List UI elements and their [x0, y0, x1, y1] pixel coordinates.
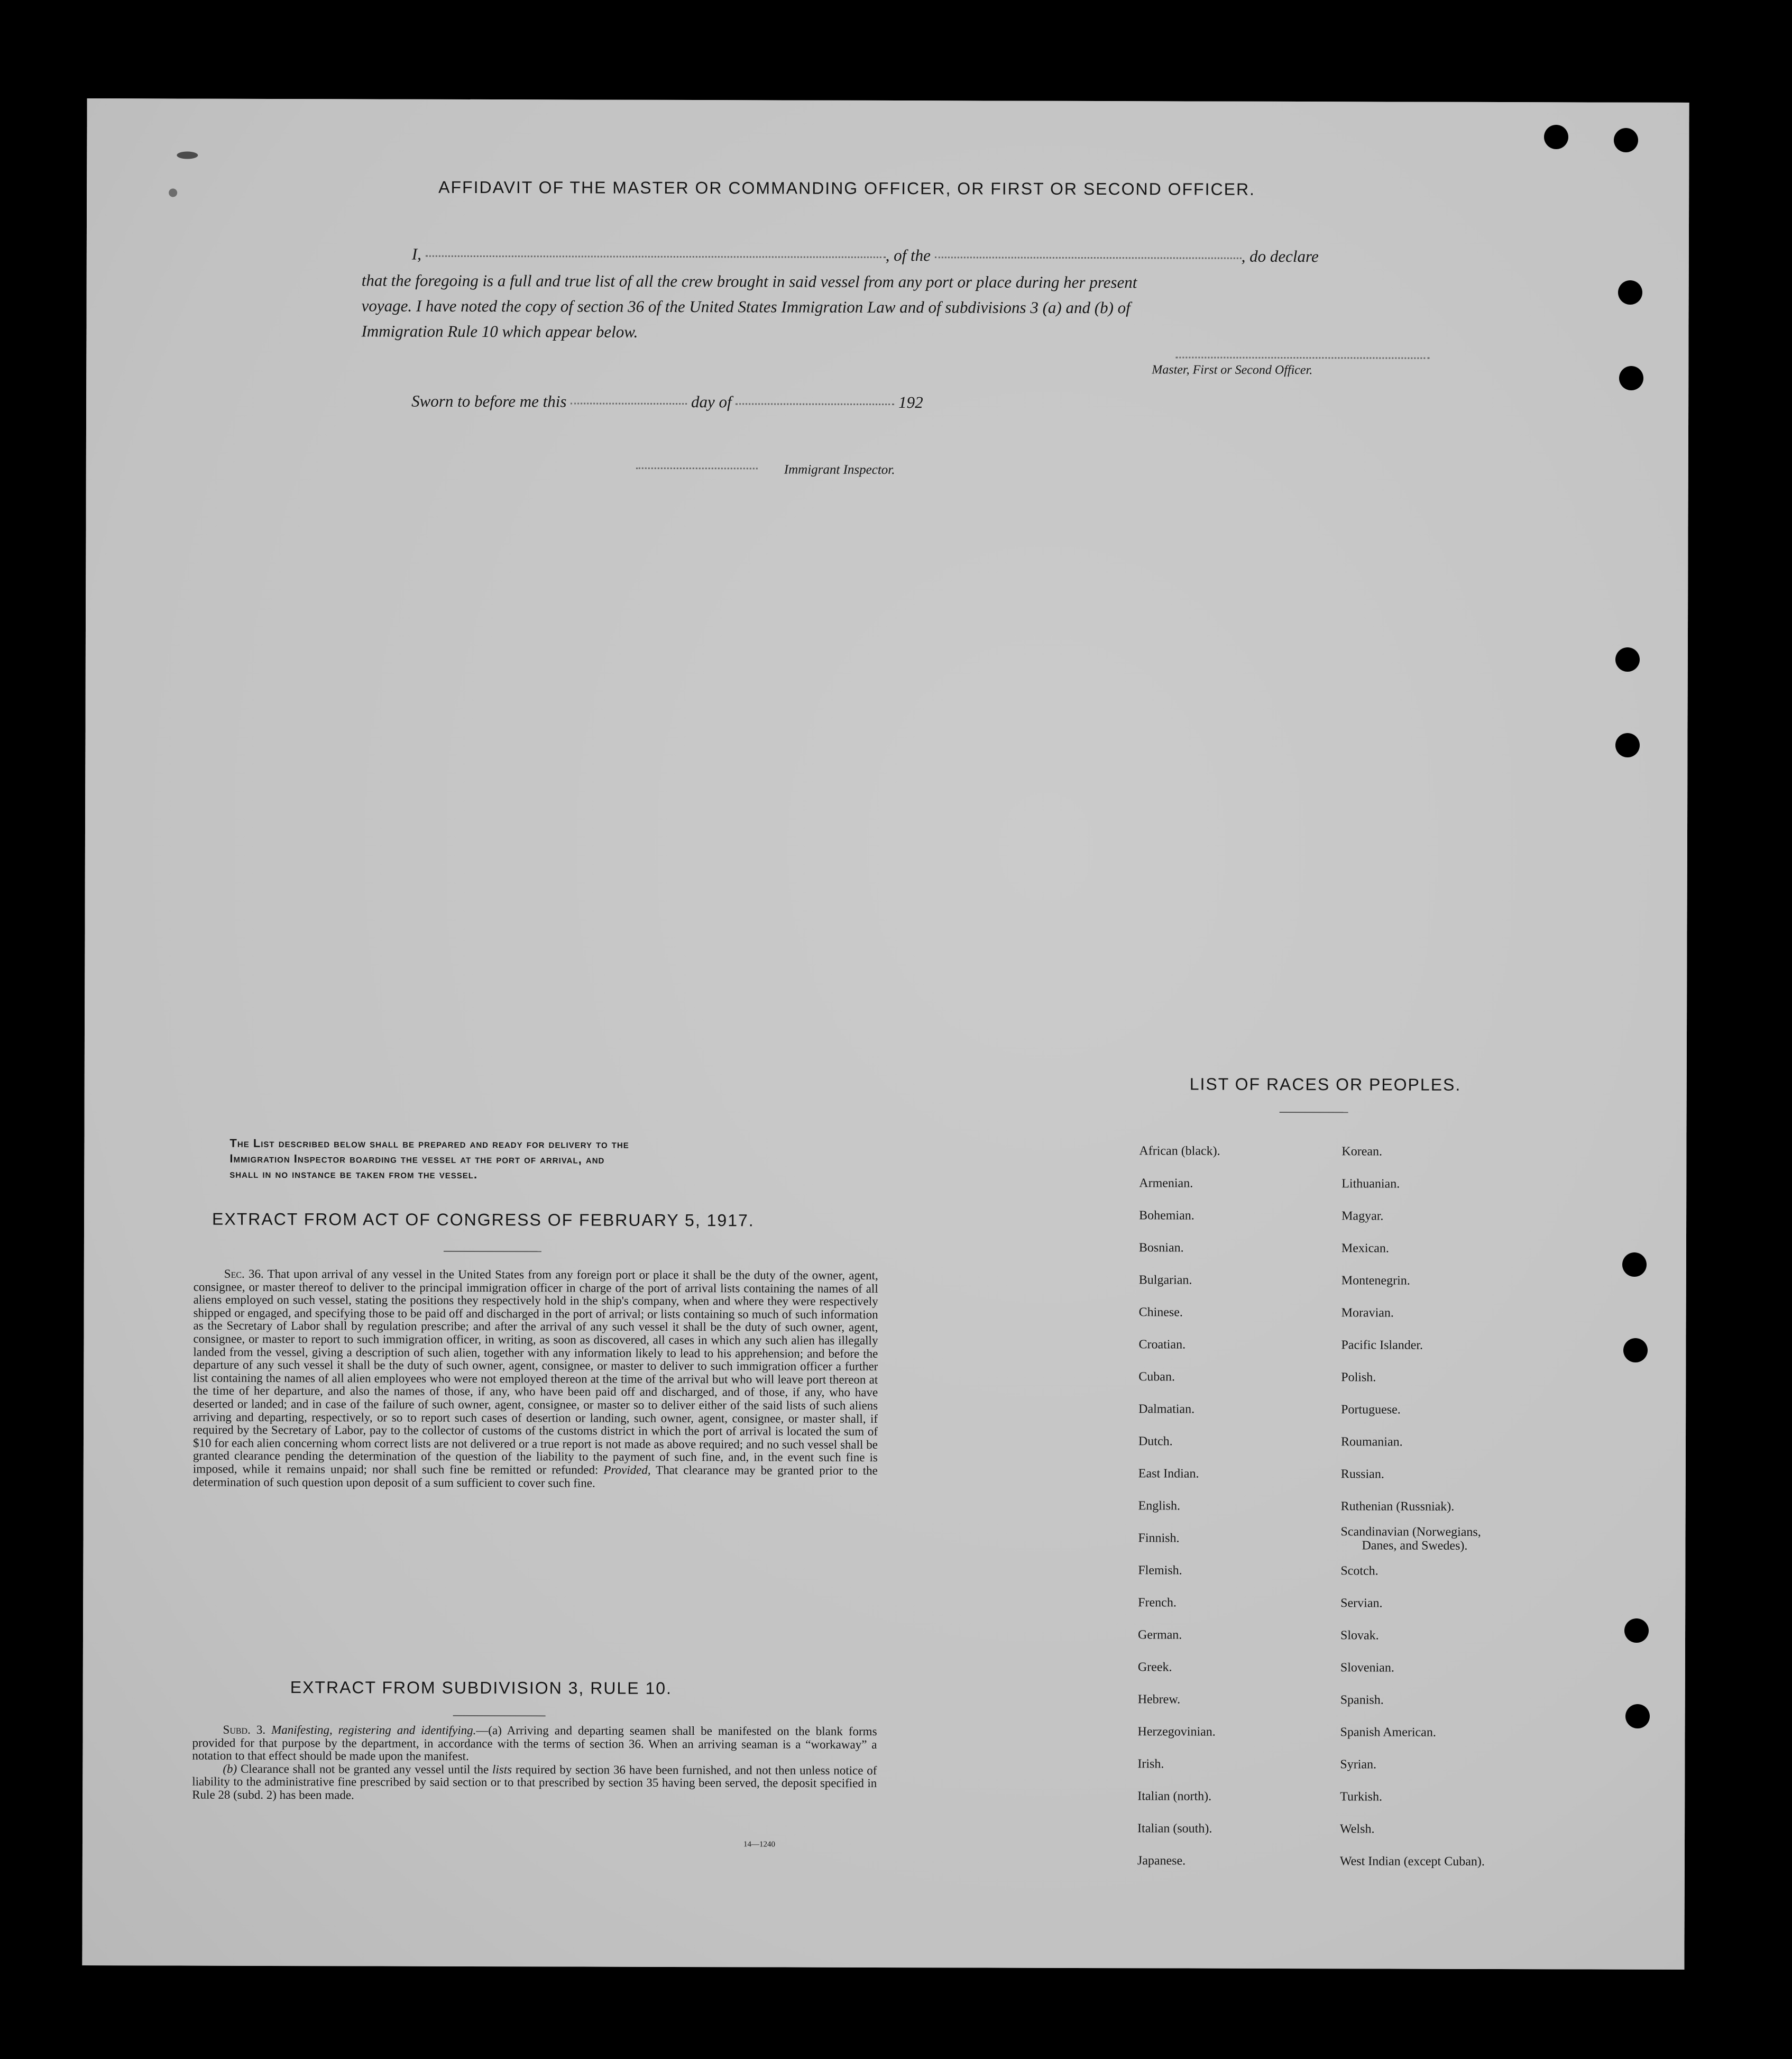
- race-item: German.: [1137, 1628, 1182, 1642]
- section-label: Sec. 36.: [224, 1267, 264, 1280]
- race-item: Spanish.: [1340, 1693, 1384, 1707]
- divider: [444, 1251, 541, 1252]
- race-item: Flemish.: [1138, 1563, 1182, 1578]
- race-item: Armenian.: [1139, 1176, 1193, 1191]
- section-body: That upon arrival of any vessel in the United States from any foreign port or place it shall be the duty of the owner, agent, consignee, or master thereof to deliver to the principal immigration officer in charge of the port of arrival lists containing the names of all aliens employed on such vessel, stating the positions they respectively hold in the ship's company, when and where they were respectively shipped or engaged, and specifying those to be paid off and discharged in the port of arrival; or lists containing so much of such information as the Secretary of Labor shall by regulation prescribe; and after the arrival of any such vessel it shall be the duty of such owner, agent, consignee, or master to report to such immigration officer, in writing, as soon as discovered, all cases in which any such alien has illegally landed from the vessel, giving a description of such alien, together with any information likely to lead to his apprehension; and before the departure of any such vessel it shall be the duty of such owner, agent, consignee, or master to deliver to such immigration officer a further list containing the names of all alien employees who were not employed thereon at the time of the arrival but who will leave port thereon at the time of her departure, and also the names of those, if any, who have been paid off and discharged, and of those, if any, who have deserted or landed; and in case of the failure of such owner, agent, consignee, or master so to deliver either of the said lists of such aliens arriving and departing, respectively, or so to report such cases of desertion or landing, such owner, agent, consignee, or master shall, if required by the Secretary of Labor, pay to the collector of customs of the customs district in which the port of arrival is located the sum of $10 for each alien concerning whom correct lists are not delivered or a true report is not made as above required; and no such vessel shall be granted clearance pending the determination of the question of the liability to the payment of such fine, and, in the event such fine is imposed, while it remains unpaid; nor shall such fine be remitted or refunded:: [192, 1267, 878, 1477]
- binder-hole: [1544, 125, 1568, 149]
- race-item: Spanish American.: [1340, 1725, 1436, 1740]
- subd-label: Subd. 3.: [223, 1723, 266, 1736]
- race-item: Dutch.: [1138, 1434, 1173, 1449]
- affidavit-line2: that the foregoing is a full and true list of all the crew brought in said vessel from any port or place during her present: [361, 271, 1137, 292]
- name-blank: [426, 255, 886, 258]
- race-item: Montenegrin.: [1341, 1274, 1410, 1288]
- binder-hole: [1619, 366, 1643, 390]
- extract-act-heading: EXTRACT FROM ACT OF CONGRESS OF FEBRUARY 5, 1917.: [212, 1209, 755, 1230]
- affidavit-i-label: I,: [411, 244, 421, 263]
- race-item: Roumanian.: [1340, 1435, 1403, 1449]
- race-item: East Indian.: [1138, 1467, 1199, 1481]
- ink-smudge: [169, 188, 177, 197]
- race-item: [1340, 1523, 1485, 1555]
- sworn-line: [411, 392, 923, 413]
- proviso-text: That clearance may be granted prior to the determination of such question upon deposit of a sum sufficient to cover such fine.: [192, 1463, 878, 1490]
- race-item-line: Danes, and Swedes).: [1362, 1539, 1468, 1553]
- notice-line-1: The List described below shall be prepared and ready for delivery to the: [229, 1136, 629, 1151]
- inspector-caption: Immigrant Inspector.: [784, 462, 895, 478]
- extract-rule-heading: EXTRACT FROM SUBDIVISION 3, RULE 10.: [290, 1678, 673, 1698]
- race-item: Syrian.: [1340, 1758, 1377, 1772]
- race-item: Irish.: [1137, 1757, 1164, 1771]
- binder-hole: [1615, 733, 1640, 757]
- affidavit-heading: AFFIDAVIT OF THE MASTER OR COMMANDING OFFICER, OR FIRST OR SECOND OFFICER.: [438, 177, 1256, 199]
- race-item: Slovak.: [1340, 1628, 1379, 1643]
- race-item: African (black).: [1139, 1144, 1220, 1158]
- race-item: Polish.: [1341, 1370, 1376, 1385]
- document-sheet: [82, 98, 1689, 1970]
- affidavit-line3: voyage. I have noted the copy of section 36 of the United States Immigration Law and of subdivisions 3 (a) and (b) of: [361, 296, 1131, 317]
- race-item: Welsh.: [1340, 1822, 1375, 1836]
- part-b-text-1: Clearance shall not be granted any vessel until the: [240, 1762, 489, 1776]
- vessel-blank: [935, 256, 1242, 259]
- race-item: Italian (north).: [1137, 1789, 1212, 1804]
- part-b-text-2: required by section 36 have been furnished, and not then unless notice of liability to the administrative fine prescribed by said section or to that prescribed by section 35 having been served, the deposit specified in Rule 28 (subd. 2) has been made.: [192, 1762, 877, 1802]
- part-a-text: —(a) Arriving and departing seamen shall be manifested on the blank forms provided for that purpose by the department, in accordance with the terms of section 36. When an arriving seaman is a “workaway” a notation to that effect should be made upon the manifest.: [192, 1723, 877, 1763]
- race-item: Russian.: [1340, 1467, 1384, 1481]
- affidavit-line4: Immigration Rule 10 which appear below.: [361, 322, 638, 341]
- sworn-day-blank: [571, 402, 687, 405]
- binder-hole: [1623, 1338, 1648, 1362]
- race-item: Japanese.: [1137, 1854, 1186, 1868]
- race-item: Magyar.: [1341, 1209, 1384, 1223]
- subd-title: Manifesting, registering and identifying.: [271, 1723, 476, 1737]
- divider: [453, 1715, 546, 1716]
- binder-hole: [1622, 1252, 1647, 1277]
- race-item: West Indian (except Cuban).: [1339, 1854, 1485, 1869]
- races-left-column: [1137, 1135, 1220, 1877]
- race-item: Chinese.: [1138, 1305, 1183, 1320]
- race-item: Scotch.: [1340, 1564, 1379, 1578]
- race-item: Bosnian.: [1138, 1241, 1184, 1255]
- binder-hole: [1624, 1618, 1649, 1643]
- inspector-blank: [636, 467, 758, 470]
- notice-block: [229, 1136, 629, 1183]
- section-36-text: [193, 1268, 878, 1490]
- affidavit-line1: [412, 245, 1319, 266]
- signature-blank: [1175, 356, 1429, 359]
- part-b-label: (b): [223, 1762, 237, 1776]
- race-item: Pacific Islander.: [1341, 1338, 1423, 1352]
- race-item: Bulgarian.: [1138, 1273, 1192, 1287]
- subdivision-part-a: [192, 1724, 877, 1764]
- year-label: 192: [898, 393, 923, 412]
- affidavit-of-the-label: , of the: [885, 245, 931, 265]
- race-item: Hebrew.: [1137, 1692, 1181, 1707]
- race-item: Moravian.: [1341, 1306, 1394, 1320]
- subdivision-3-text: [192, 1724, 877, 1804]
- race-item: Lithuanian.: [1341, 1177, 1400, 1191]
- race-item: Greek.: [1137, 1660, 1172, 1674]
- race-item: Slovenian.: [1340, 1661, 1394, 1675]
- race-item: Portuguese.: [1341, 1403, 1401, 1417]
- race-item: Ruthenian (Russniak).: [1340, 1499, 1455, 1514]
- race-item: Bohemian.: [1139, 1209, 1194, 1223]
- race-item: Finnish.: [1138, 1531, 1180, 1545]
- notice-line-2: Immigration Inspector boarding the vessel at the port of arrival, and: [229, 1151, 605, 1166]
- subdivision-part-b: [192, 1762, 877, 1803]
- race-item: Herzegovinian.: [1137, 1725, 1216, 1739]
- race-item: Italian (south).: [1137, 1822, 1212, 1836]
- proviso-label: Provided,: [603, 1463, 651, 1477]
- binder-hole: [1625, 1704, 1650, 1728]
- month-blank: [736, 402, 894, 405]
- race-item: Servian.: [1340, 1596, 1383, 1610]
- binder-hole: [1618, 280, 1642, 305]
- race-item: Dalmatian.: [1138, 1402, 1195, 1416]
- race-item: Cuban.: [1138, 1370, 1175, 1384]
- race-item: English.: [1138, 1499, 1181, 1513]
- sworn-label: Sworn to before me this: [411, 391, 567, 411]
- race-item: Croatian.: [1138, 1338, 1186, 1352]
- race-item-line: Scandinavian (Norwegians,: [1340, 1525, 1481, 1539]
- races-heading: LIST OF RACES OR PEOPLES.: [1189, 1074, 1462, 1094]
- affidavit-declare-label: , do declare: [1241, 246, 1319, 266]
- race-item: Mexican.: [1341, 1241, 1389, 1256]
- form-number: 14—1240: [743, 1840, 776, 1849]
- part-b-lists: lists: [492, 1762, 512, 1776]
- ink-smudge: [177, 151, 198, 159]
- race-item: French.: [1138, 1596, 1177, 1610]
- race-item: Korean.: [1341, 1145, 1383, 1159]
- notice-line-3: shall in no instance be taken from the vessel.: [229, 1167, 478, 1181]
- race-item: Turkish.: [1340, 1790, 1383, 1804]
- races-right-column: [1340, 1136, 1487, 1878]
- binder-hole: [1615, 647, 1640, 672]
- binder-hole: [1614, 128, 1638, 152]
- divider: [1280, 1112, 1348, 1113]
- signature-caption: Master, First or Second Officer.: [1152, 363, 1313, 378]
- day-of-label: day of: [691, 392, 732, 411]
